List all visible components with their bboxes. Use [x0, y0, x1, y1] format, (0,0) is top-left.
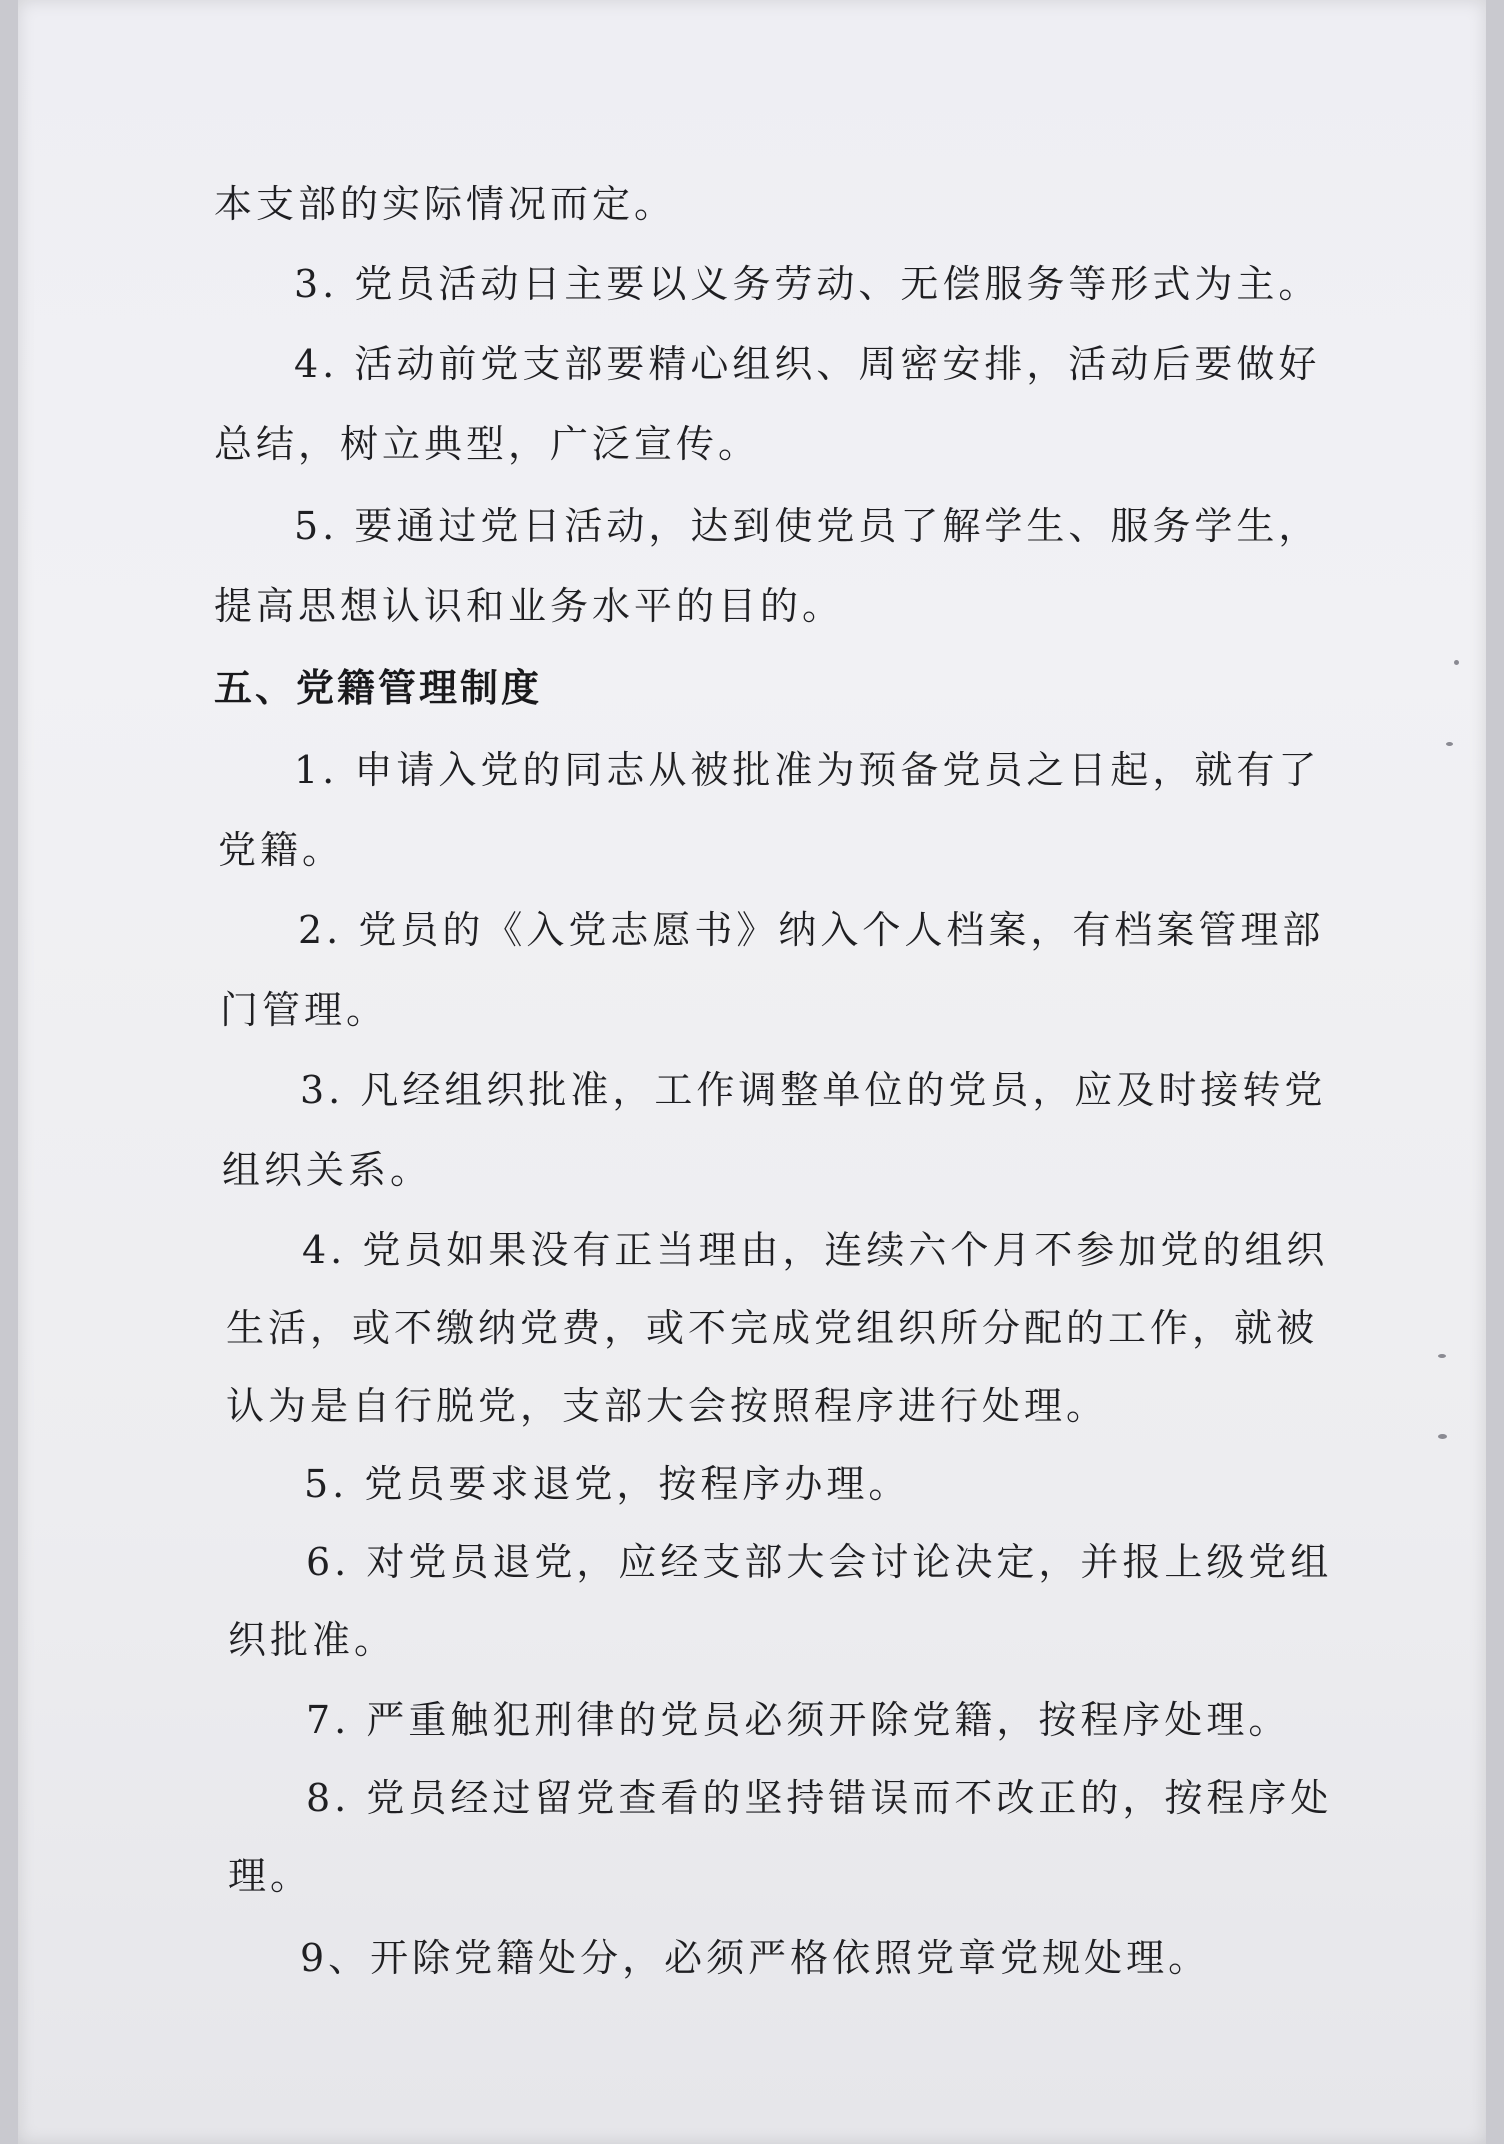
text-line: 党籍。: [218, 828, 345, 872]
text-line: 5. 要通过党日活动，达到使党员了解学生、服务学生，: [294, 504, 1321, 548]
text-line: 组织关系。: [222, 1148, 433, 1192]
text-line: 6. 对党员退党，应经支部大会讨论决定，并报上级党组: [306, 1540, 1333, 1584]
text-line: 8. 党员经过留党查看的坚持错误而不改正的，按程序处: [306, 1776, 1333, 1820]
text-line: 1. 申请入党的同志从被批准为预备党员之日起，就有了: [294, 748, 1321, 792]
text-line: 3. 凡经组织批准，工作调整单位的党员，应及时接转党: [300, 1068, 1327, 1112]
text-line: 2. 党员的《入党志愿书》纳入个人档案，有档案管理部: [298, 908, 1325, 952]
section-heading: 五、党籍管理制度: [214, 666, 543, 710]
text-line: 3. 党员活动日主要以义务劳动、无偿服务等形式为主。: [294, 262, 1321, 306]
text-line: 7. 严重触犯刑律的党员必须开除党籍，按程序处理。: [306, 1698, 1291, 1742]
text-line: 认为是自行脱党，支部大会按照程序进行处理。: [226, 1384, 1109, 1428]
text-line: 织批准。: [228, 1618, 397, 1662]
text-line: 4. 活动前党支部要精心组织、周密安排，活动后要做好: [294, 342, 1321, 386]
text-line: 生活，或不缴纳党费，或不完成党组织所分配的工作，就被: [226, 1306, 1319, 1350]
text-line: 4. 党员如果没有正当理由，连续六个月不参加党的组织: [302, 1228, 1329, 1272]
text-line: 本支部的实际情况而定。: [214, 182, 677, 226]
text-line: 5. 党员要求退党，按程序办理。: [304, 1462, 911, 1506]
text-line: 总结，树立典型，广泛宣传。: [214, 422, 761, 466]
text-line: 门管理。: [220, 988, 389, 1032]
text-line: 9、开除党籍处分，必须严格依照党章党规处理。: [300, 1936, 1211, 1980]
text-line: 理。: [228, 1854, 313, 1898]
text-line: 提高思想认识和业务水平的目的。: [214, 584, 845, 628]
